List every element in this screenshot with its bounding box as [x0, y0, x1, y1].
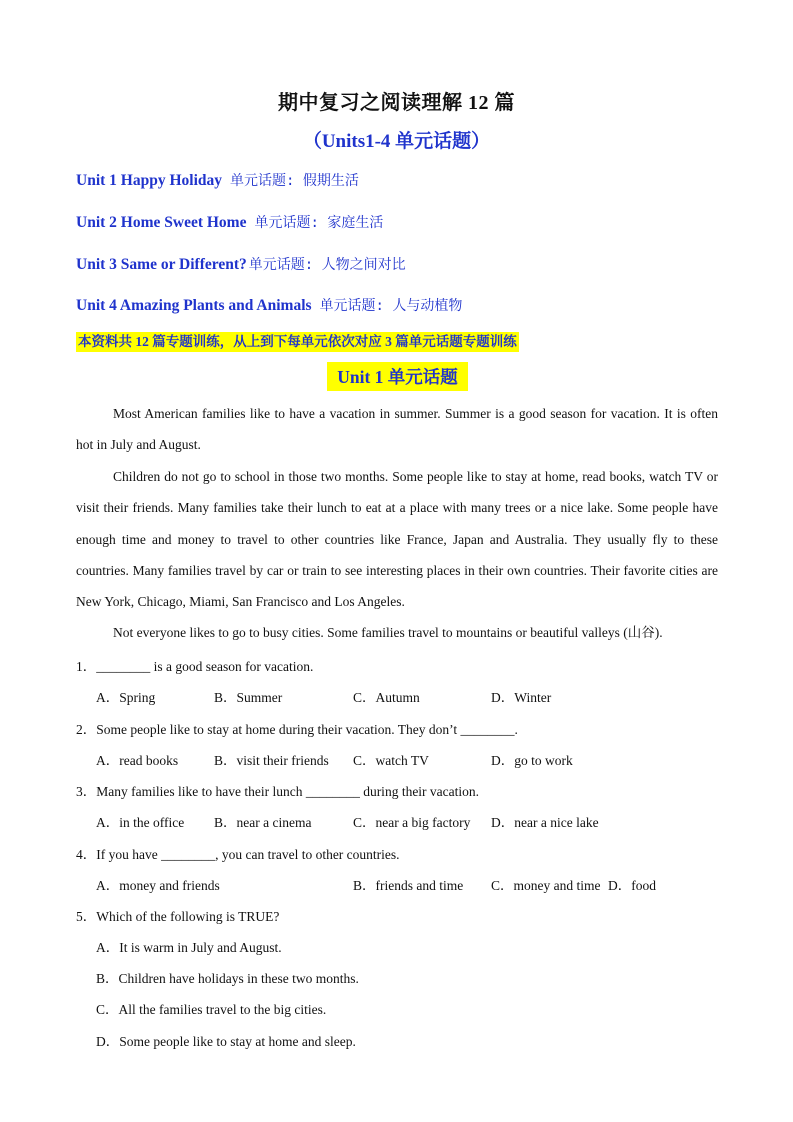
page-subtitle: （Units1-4 单元话题） — [302, 131, 491, 152]
unit-topic: 单元话题: 人与动植物 — [319, 298, 463, 314]
unit-title: Unit 1 Happy Holiday — [76, 172, 222, 189]
option-4b: B．friends and time — [353, 878, 464, 893]
option-4a: A．money and friends — [96, 878, 220, 893]
question-4: 4．If you have ________, you can travel to other countries. — [76, 847, 400, 862]
option-2d: D．go to work — [491, 753, 573, 768]
option-2c: C．watch TV — [353, 753, 429, 768]
option-5a: A．It is warm in July and August. — [96, 940, 282, 955]
unit-title: Unit 3 Same or Different? — [76, 256, 247, 273]
highlighted-notice: 本资料共 12 篇专题训练，从上到下每单元依次对应 3 篇单元话题专题训练 — [76, 332, 519, 352]
question-2: 2．Some people like to stay at home during their vacation. They don’t ________. — [76, 722, 518, 737]
option-5c: C．All the families travel to the big cities. — [96, 1002, 327, 1017]
option-1a: A．Spring — [96, 690, 156, 705]
section-heading: Unit 1 单元话题 — [327, 362, 468, 391]
question-1: 1．________ is a good season for vacation. — [76, 659, 314, 674]
option-4c: C．money and time — [491, 878, 601, 893]
unit-topic-1 — [76, 170, 359, 190]
option-1c: C．Autumn — [353, 690, 420, 705]
option-2b: B．visit their friends — [214, 753, 329, 768]
option-1b: B．Summer — [214, 690, 283, 705]
option-3d: D．near a nice lake — [491, 815, 599, 830]
unit-topic-2 — [76, 212, 383, 232]
unit-topic-3 — [76, 254, 406, 274]
option-3b: B．near a cinema — [214, 815, 312, 830]
passage-paragraph-1 — [76, 398, 718, 461]
passage-paragraph-2 — [76, 461, 718, 617]
option-4d: D．food — [608, 878, 656, 893]
option-5b: B．Children have holidays in these two months. — [96, 971, 359, 986]
unit-topic: 单元话题: 假期生活 — [230, 173, 359, 189]
option-3a: A．in the office — [96, 815, 185, 830]
option-3c: C．near a big factory — [353, 815, 471, 830]
passage-paragraph-3 — [76, 617, 718, 648]
unit-topic-4 — [76, 295, 462, 315]
paragraph-text: Most American families like to have a vacation in summer. Summer is a good season for vacation. It is often hot in July and August. — [76, 406, 718, 453]
unit-topic: 单元话题: 人物之间对比 — [248, 257, 406, 273]
option-2a: A．read books — [96, 753, 179, 768]
question-5: 5．Which of the following is TRUE? — [76, 909, 280, 924]
question-3: 3．Many families like to have their lunch ________ during their vacation. — [76, 784, 480, 799]
option-5d: D．Some people like to stay at home and sleep. — [96, 1034, 356, 1049]
paragraph-text: Children do not go to school in those two months. Some people like to stay at home, read books, watch TV or visit their friends. Many families take their lunch to eat at a place with many trees or a nice lake. Some people have enough time and money to travel to other countries like France, Japan and Australia. They usually fly to these countries. Many families travel by car or train to see interesting places in their own countries. Their favorite cities are New York, Chicago, Miami, San Francisco and Los Angeles. — [76, 469, 718, 610]
unit-topic: 单元话题: 家庭生活 — [254, 215, 384, 231]
unit-title: Unit 4 Amazing Plants and Animals — [76, 297, 312, 314]
page-title: 期中复习之阅读理解 12 篇 — [278, 92, 515, 114]
option-1d: D．Winter — [491, 690, 552, 705]
paragraph-text: Not everyone likes to go to busy cities. Some families travel to mountains or beautiful valleys (山谷). — [113, 625, 663, 640]
unit-title: Unit 2 Home Sweet Home — [76, 214, 247, 231]
